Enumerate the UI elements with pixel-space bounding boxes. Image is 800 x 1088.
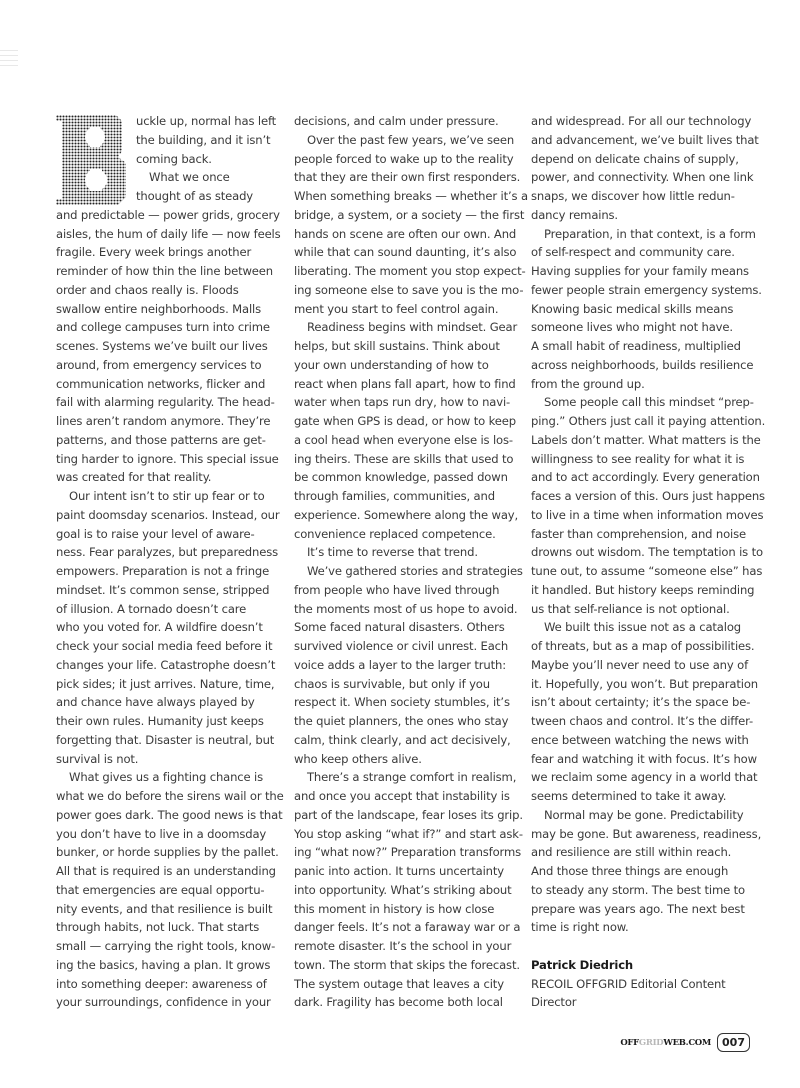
text-line: The system outage that leaves a city — [294, 976, 504, 991]
text-line: chaos is survivable, but only if you — [294, 676, 490, 691]
text-line: people forced to wake up to the reality — [294, 151, 514, 166]
text-line: When something breaks — whether it’s a — [294, 189, 528, 203]
text-line: this moment in history is how close — [294, 901, 495, 916]
text-line: someone lives who might not have. — [531, 320, 733, 335]
text-line: we reclaim some agency in a world that — [531, 770, 758, 785]
text-line: and chance have always played by — [56, 695, 255, 710]
text-line: patterns, and those patterns are get- — [56, 432, 266, 447]
margin-crop-marks — [0, 50, 18, 80]
logo-webcom: WEB.COM — [663, 1037, 712, 1048]
text-line: who you voted for. A wildfire doesn’t — [56, 620, 263, 635]
text-line: to steady any storm. The best time to — [531, 882, 745, 897]
text-line: into opportunity. What’s striking about — [294, 882, 512, 897]
text-line: ting harder to ignore. This special issue — [56, 451, 279, 466]
paragraph-start: Our intent isn’t to stir up fear or to — [69, 489, 265, 503]
text-line: across neighborhoods, builds resilience — [531, 357, 754, 372]
text-line: mindset. It’s common sense, stripped — [56, 582, 270, 597]
text-line: and advancement, we’ve built lives that — [531, 132, 759, 147]
text-line: fail with alarming regularity. The head- — [56, 395, 275, 410]
text-line: isn’t about certainty; it’s the space be- — [531, 695, 751, 710]
text-line: nity events, and that resilience is built — [56, 901, 273, 916]
signature-spacer — [531, 937, 771, 956]
article-column-3 — [531, 112, 771, 1012]
text-line: ing “what now?” Preparation transforms — [294, 845, 521, 860]
text-line: remote disaster. It’s the school in your — [294, 939, 512, 953]
logo-off: OFF — [620, 1037, 639, 1048]
text-line: around, from emergency services to — [56, 357, 262, 372]
text-line: was created for that reality. — [56, 470, 212, 485]
text-line: survival is not. — [56, 751, 139, 766]
text-line: it handled. But history keeps reminding — [531, 582, 755, 597]
text-line: through families, communities, and — [294, 489, 495, 503]
text-line: and once you accept that instability is — [294, 789, 510, 803]
paragraph-start: Over the past few years, we’ve seen — [307, 132, 515, 147]
text-line: town. The storm that skips the forecast. — [294, 957, 520, 972]
text-line: aisles, the hum of daily life — now feels — [56, 226, 281, 241]
text-line: panic into action. It turns uncertainty — [294, 864, 504, 878]
author-title: RECOIL OFFGRID Editorial Content — [531, 976, 726, 991]
text-line: ing someone else to save you is the mo- — [294, 282, 524, 297]
article-column-1 — [56, 112, 296, 1012]
text-line: Having supplies for your family means — [531, 264, 749, 278]
text-line: snaps, we discover how little redun- — [531, 189, 735, 203]
text-line: voice adds a layer to the larger truth: — [294, 657, 506, 672]
text-line: of self-respect and community care. — [531, 245, 735, 260]
article-column-2 — [294, 112, 534, 1012]
text-line: You stop asking “what if?” and start ask- — [294, 826, 523, 841]
text-line: danger feels. It’s not a faraway war or a — [294, 920, 521, 935]
text-line: seems determined to take it away. — [531, 789, 727, 803]
text-line: of illusion. A tornado doesn’t care — [56, 601, 247, 616]
text-line: your surroundings, confidence in your — [56, 995, 271, 1010]
text-line: power, and connectivity. When one link — [531, 170, 754, 185]
text-line: Maybe you’ll never need to use any of — [531, 657, 749, 672]
text-line: tween chaos and control. It’s the differ- — [531, 714, 754, 728]
text-line: while that can sound daunting, it’s also — [294, 245, 517, 260]
logo-grid: GRID — [638, 1037, 664, 1048]
text-line: helps, but skill sustains. Think about — [294, 339, 500, 353]
text-line: you don’t have to live in a doomsday — [56, 826, 267, 841]
signature-block — [531, 956, 771, 1012]
text-line: a cool head when everyone else is los- — [294, 432, 513, 447]
text-line: convenience replaced competence. — [294, 526, 496, 541]
text-line: hands on scene are often our own. And — [294, 226, 517, 241]
text-line: to live in a time when information moves — [531, 507, 764, 522]
text-line: respect it. When society stumbles, it’s — [294, 695, 510, 710]
page-footer — [620, 1033, 750, 1052]
text-line: may be gone. But awareness, readiness, — [531, 826, 762, 841]
text-line: the moments most of us hope to avoid. — [294, 601, 518, 616]
paragraph-start: Some people call this mindset “prep- — [544, 395, 754, 410]
text-line: be common knowledge, passed down — [294, 470, 508, 485]
text-line: thought of as steady — [136, 189, 254, 203]
text-line: check your social media feed before it — [56, 639, 273, 653]
text-line: through habits, not luck. That starts — [56, 920, 260, 935]
text-line: coming back. — [136, 151, 212, 166]
paragraph-start: We built this issue not as a catalog — [544, 620, 741, 635]
text-line: ence between watching the news with — [531, 732, 749, 747]
text-line: your own understanding of how to — [294, 357, 489, 372]
text-line: and college campuses turn into crime — [56, 320, 270, 335]
text-line: liberating. The moment you stop expect- — [294, 264, 526, 278]
text-line: gate when GPS is dead, or how to keep — [294, 414, 516, 428]
text-line: Labels don’t matter. What matters is the — [531, 432, 761, 447]
website-logo — [620, 1038, 711, 1048]
text-line: forgetting that. Disaster is neutral, but — [56, 732, 275, 747]
text-line: and widespread. For all our technology — [531, 114, 752, 128]
text-line: the quiet planners, the ones who stay — [294, 714, 509, 728]
text-line: fewer people strain emergency systems. — [531, 282, 762, 297]
text-line: All that is required is an understanding — [56, 864, 276, 878]
text-line: communication networks, flicker and — [56, 376, 266, 391]
text-line: swallow entire neighborhoods. Malls — [56, 301, 261, 316]
text-line: prepare was years ago. The next best — [531, 901, 745, 916]
text-line: experience. Somewhere along the way, — [294, 507, 519, 522]
text-line: part of the landscape, fear loses its grip. — [294, 807, 523, 822]
text-line: and resilience are still within reach. — [531, 845, 732, 860]
text-line: us that self-reliance is not optional. — [531, 601, 730, 616]
text-line: fear and watching it with focus. It’s how — [531, 751, 757, 766]
text-line: water when taps run dry, how to navi- — [294, 395, 511, 410]
text-line: dancy remains. — [531, 207, 618, 222]
text-line: and predictable — power grids, grocery — [56, 207, 280, 222]
page-number: 007 — [717, 1033, 750, 1052]
text-line: bridge, a system, or a society — the first — [294, 207, 525, 222]
text-line: the building, and it isn’t — [136, 132, 271, 147]
text-line: faster than comprehension, and noise — [531, 526, 746, 541]
text-line: calm, think clearly, and act decisively, — [294, 732, 511, 747]
text-line: ness. Fear paralyzes, but preparedness — [56, 545, 278, 560]
paragraph-start: Readiness begins with mindset. Gear — [307, 320, 518, 335]
text-line: react when plans fall apart, how to find — [294, 376, 516, 391]
paragraph-start: It’s time to reverse that trend. — [307, 545, 478, 560]
text-line: dark. Fragility has become both local — [294, 995, 503, 1010]
text-line: empowers. Preparation is not a fringe — [56, 564, 270, 578]
paragraph-start: What we once — [149, 170, 230, 185]
text-line: from people who have lived through — [294, 582, 500, 597]
text-line: that emergencies are equal opportu- — [56, 882, 265, 897]
author-name: Patrick Diedrich — [531, 957, 634, 972]
text-line: goal is to raise your level of aware- — [56, 526, 255, 541]
text-line: A small habit of readiness, multiplied — [531, 339, 741, 353]
text-line: order and chaos really is. Floods — [56, 282, 239, 297]
text-line: who keep others alive. — [294, 751, 422, 766]
text-line: that they are their own first responders. — [294, 170, 521, 185]
paragraph-start: Preparation, in that context, is a form — [544, 226, 756, 241]
text-line: it. Hopefully, you won’t. But preparation — [531, 676, 758, 691]
paragraph-start: We’ve gathered stories and strategies — [307, 564, 523, 578]
text-line: what we do before the sirens wail or the — [56, 789, 284, 803]
text-line: decisions, and calm under pressure. — [294, 114, 499, 128]
paragraph-start: There’s a strange comfort in realism, — [307, 770, 517, 785]
text-line: survived violence or civil unrest. Each — [294, 639, 509, 653]
text-line: pick sides; it just arrives. Nature, time, — [56, 676, 275, 691]
text-line: fragile. Every week brings another — [56, 245, 252, 260]
text-line: uckle up, normal has left — [136, 114, 277, 128]
text-line: scenes. Systems we’ve built our lives — [56, 339, 268, 353]
text-line: lines aren’t random anymore. They’re — [56, 414, 271, 428]
text-line: Knowing basic medical skills means — [531, 301, 734, 316]
text-line: and to act accordingly. Every generation — [531, 470, 760, 485]
text-line: their own rules. Humanity just keeps — [56, 714, 264, 728]
text-line: ing the basics, having a plan. It grows — [56, 957, 271, 972]
text-line: willingness to see reality for what it is — [531, 451, 745, 466]
text-line: reminder of how thin the line between — [56, 264, 273, 278]
text-line: power goes dark. The good news is that — [56, 807, 283, 822]
text-line: depend on delicate chains of supply, — [531, 151, 739, 166]
text-line: Some faced natural disasters. Others — [294, 620, 505, 635]
paragraph-start: What gives us a fighting chance is — [69, 770, 264, 785]
text-line: of threats, but as a map of possibilities. — [531, 639, 755, 653]
text-line: ping.” Others just call it paying attention. — [531, 414, 766, 428]
text-line: changes your life. Catastrophe doesn’t — [56, 657, 276, 672]
text-line: time is right now. — [531, 920, 629, 935]
text-line: drowns out wisdom. The temptation is to — [531, 545, 763, 560]
text-line: ment you start to feel control again. — [294, 301, 499, 316]
text-line: And those three things are enough — [531, 864, 729, 878]
text-line: bunker, or horde supplies by the pallet. — [56, 845, 279, 860]
text-line: ing theirs. These are skills that used to — [294, 451, 514, 466]
text-line: from the ground up. — [531, 376, 645, 391]
text-line: faces a version of this. Ours just happens — [531, 489, 765, 503]
paragraph-start: Normal may be gone. Predictability — [544, 807, 744, 822]
text-line: paint doomsday scenarios. Instead, our — [56, 507, 280, 522]
text-line: tune out, to assume “someone else” has — [531, 564, 763, 578]
text-line: into something deeper: awareness of — [56, 976, 267, 991]
text-line: small — carrying the right tools, know- — [56, 939, 276, 953]
author-title-continued: Director — [531, 995, 577, 1010]
